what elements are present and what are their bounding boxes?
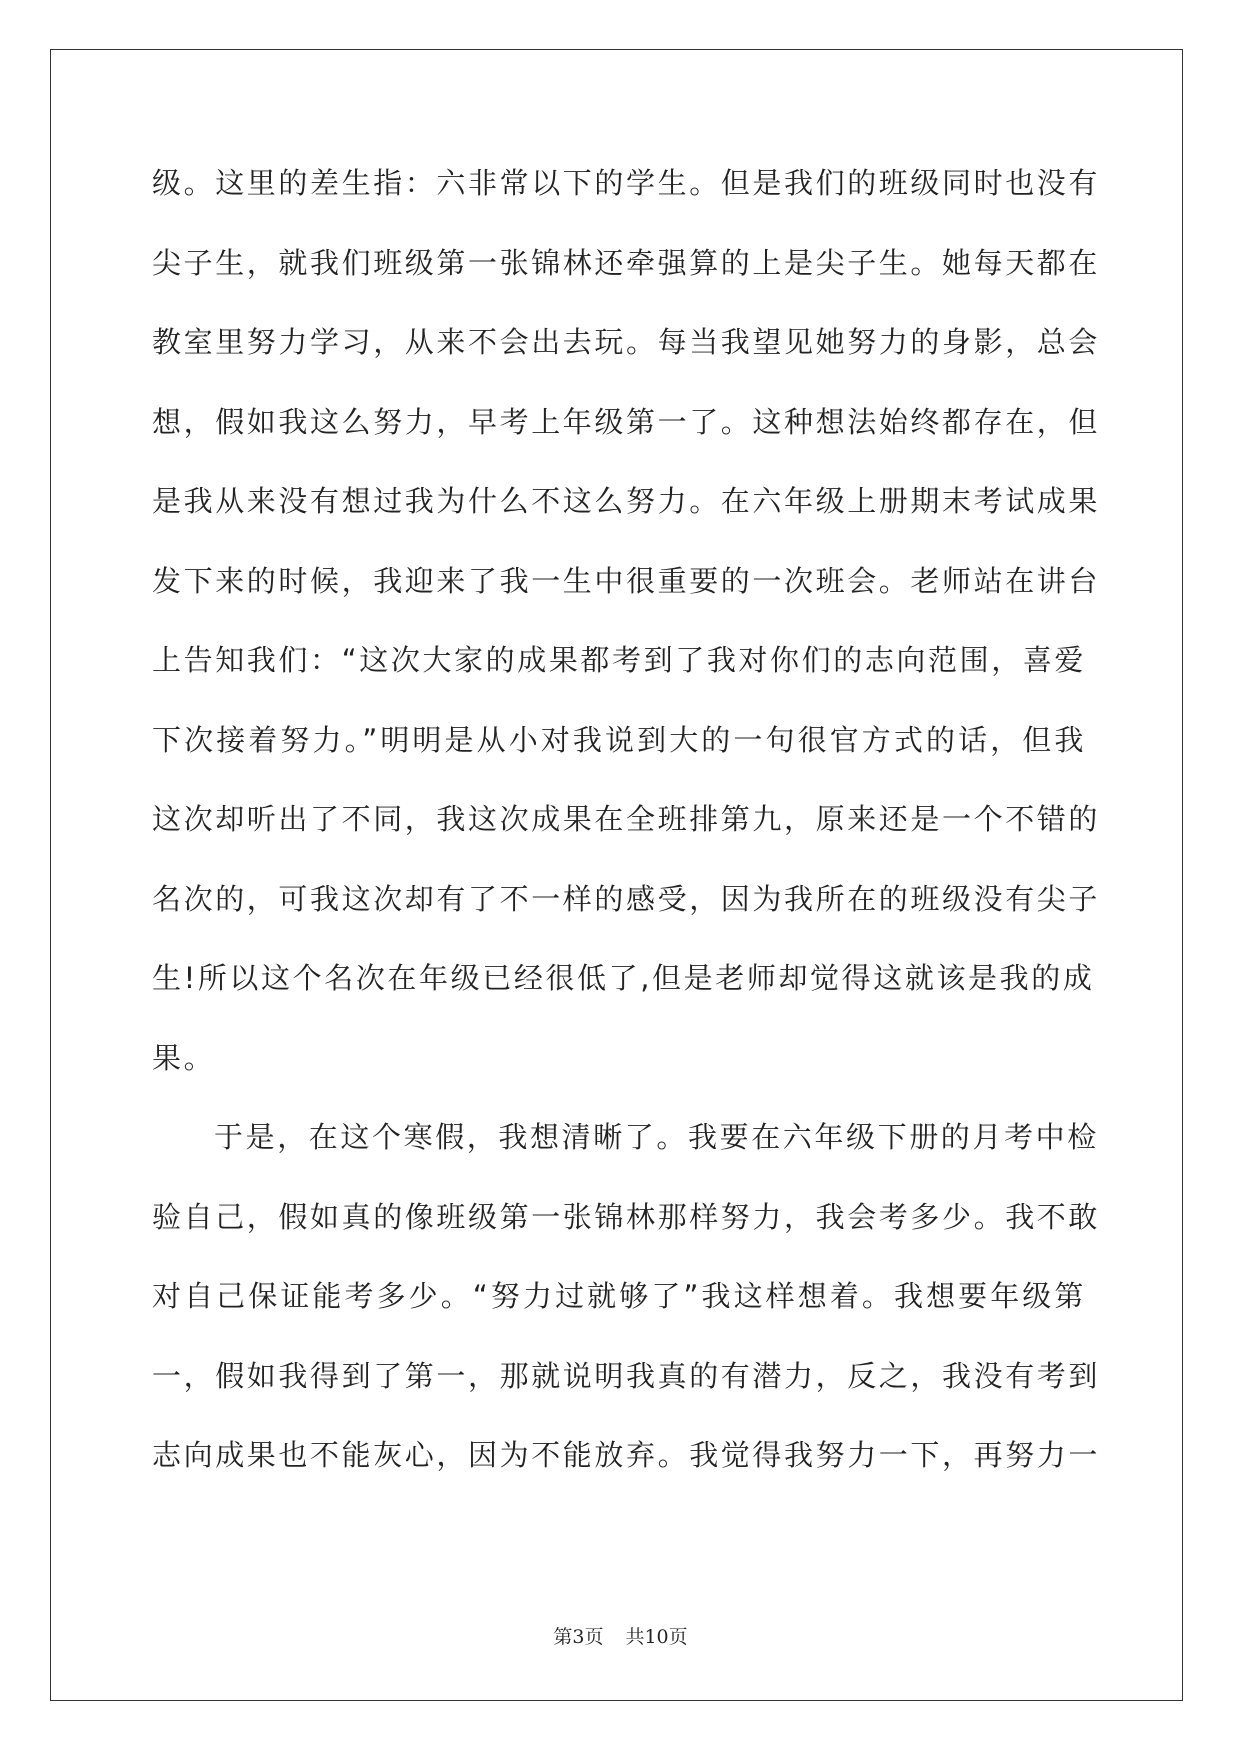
document-body: [152, 160, 1101, 1512]
text-line: 于是，在这个寒假，我想清晰了。我要在六年级下册的月考中检: [214, 1120, 1099, 1154]
page-total: 共10页: [625, 1626, 688, 1648]
text-line: 对自己保证能考多少。“努力过就够了”我这样想着。我想要年级第: [152, 1279, 1086, 1313]
text-line: 发下来的时候，我迎来了我一生中很重要的一次班会。老师站在讲台: [152, 563, 1101, 598]
text-line: 一，假如我得到了第一，那就说明我真的有潜力，反之，我没有考到: [152, 1358, 1101, 1393]
text-line: 果。: [152, 1040, 216, 1075]
paragraph: [152, 160, 1101, 1114]
text-line: 想，假如我这么努力，早考上年级第一了。这种想法始终都存在，但: [152, 404, 1101, 439]
text-line: 志向成果也不能灰心，因为不能放弃。我觉得我努力一下，再努力一: [152, 1438, 1101, 1472]
text-line: 教室里努力学习，从来不会出去玩。每当我望见她努力的身影，总会: [152, 325, 1101, 359]
text-line: 尖子生，就我们班级第一张锦林还牵强算的上是尖子生。她每天都在: [152, 245, 1101, 280]
text-line: 级。这里的差生指：六非常以下的学生。但是我们的班级同时也没有: [152, 166, 1101, 200]
text-line: 这次却听出了不同，我这次成果在全班排第九，原来还是一个不错的: [152, 802, 1101, 836]
text-line: 名次的，可我这次却有了不一样的感受，因为我所在的班级没有尖子: [152, 881, 1101, 916]
page-number: 第3页: [553, 1626, 604, 1648]
text-line: 验自己，假如真的像班级第一张锦林那样努力，我会考多少。我不敢: [152, 1199, 1101, 1234]
text-line: 生!所以这个名次在年级已经很低了,但是老师却觉得这就该是我的成: [152, 961, 1095, 995]
paragraph: [152, 1114, 1101, 1512]
page-footer: [0, 1622, 1241, 1649]
text-line: 上告知我们：“这次大家的成果都考到了我对你们的志向范围，喜爱: [152, 643, 1087, 677]
text-line: 是我从来没有想过我为什么不这么努力。在六年级上册期末考试成果: [152, 484, 1101, 518]
text-line: 下次接着努力。”明明是从小对我说到大的一句很官方式的话，但我: [152, 722, 1086, 757]
